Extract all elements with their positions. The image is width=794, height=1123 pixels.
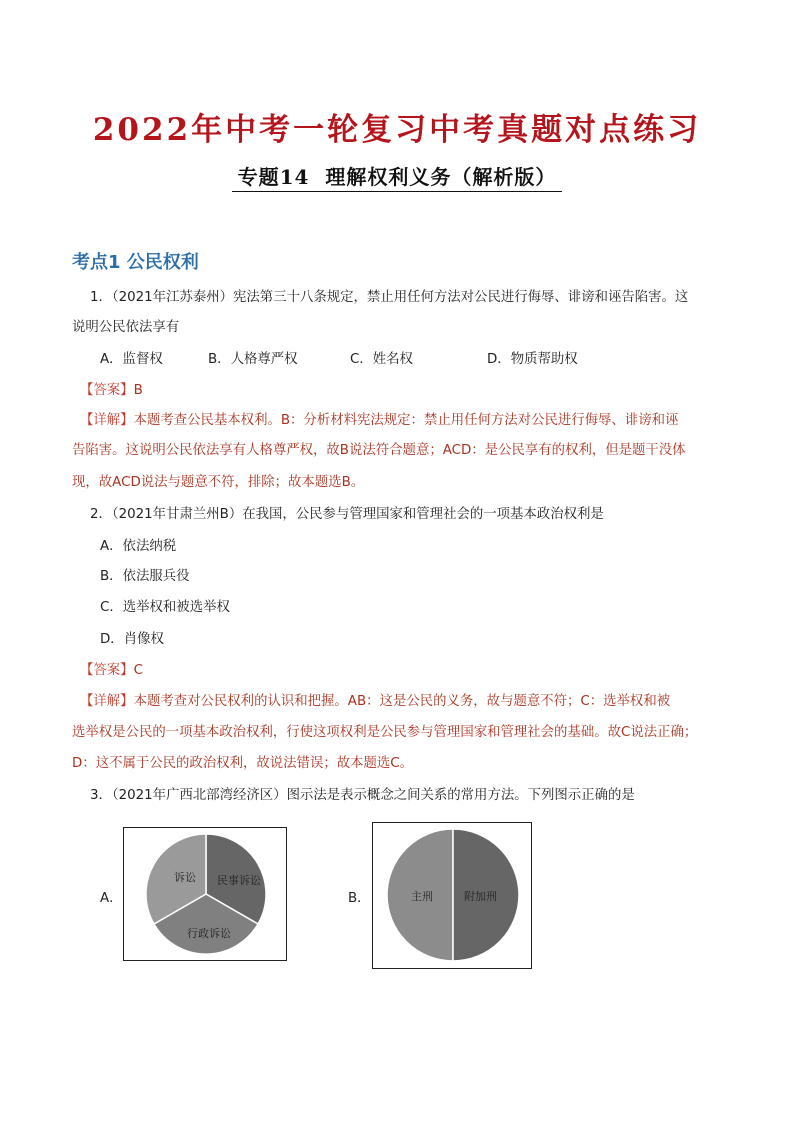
q1-option-c: C．姓名权 <box>350 352 413 367</box>
q3-diagram-b <box>372 822 532 969</box>
q2-answer <box>80 661 143 681</box>
q3-diagram-a <box>123 827 287 961</box>
pie-label-principal: 主刑 <box>411 890 433 903</box>
section-heading: 考点1 公民权利 <box>72 252 199 273</box>
answer-tag: 【答案】 <box>80 383 134 398</box>
answer-value: B <box>133 383 143 398</box>
q1-stem-line1: 1．（2021年江苏泰州）宪法第三十八条规定，禁止用任何方法对公民进行侮辱、诽谤和诬告陷害。这 <box>90 290 689 305</box>
q3-diagram-b-letter: B． <box>348 891 371 906</box>
q2-detail-line1 <box>80 692 670 712</box>
pie-label-litigation: 诉讼 <box>174 871 196 884</box>
q2-detail-line2: 选举权是公民的一项基本政治权利，行使这项权利是公民参与管理国家和管理社会的基础。故C说法正确； <box>72 725 698 740</box>
q1-detail-line3: 现，故ACD说法与题意不符，排除；故本题选B。 <box>72 475 365 490</box>
q1-option-a: A．监督权 <box>100 352 163 367</box>
detail-text: 本题考查对公民权利的认识和把握。AB：这是公民的义务，故与题意不符；C：选举权和被 <box>133 694 671 709</box>
detail-tag: 【详解】 <box>80 694 134 709</box>
detail-tag: 【详解】 <box>80 413 134 428</box>
q1-detail-line1 <box>80 411 678 431</box>
page-title: 2022年中考一轮复习中考真题对点练习 <box>92 112 702 148</box>
answer-value: C <box>133 663 143 678</box>
q2-option-d: D．肖像权 <box>100 632 164 647</box>
diagram-b-pie <box>373 823 531 968</box>
detail-text: 本题考查公民基本权利。B：分析材料宪法规定：禁止用任何方法对公民进行侮辱、诽谤和诬 <box>133 413 679 428</box>
q2-option-a: A．依法纳税 <box>100 539 177 554</box>
q2-detail-line3: D：这不属于公民的政治权利，故说法错误；故本题选C。 <box>72 756 414 771</box>
q2-option-c: C．选举权和被选举权 <box>100 600 230 615</box>
answer-tag: 【答案】 <box>80 663 134 678</box>
q1-option-d: D．物质帮助权 <box>487 352 578 367</box>
q1-detail-line2: 告陷害。这说明公民依法享有人格尊严权，故B说法符合题意；ACD：是公民享有的权利，但是题干没体 <box>72 443 686 458</box>
page-subtitle: 专题14 理解权利义务（解析版） <box>232 161 563 192</box>
q2-option-b: B．依法服兵役 <box>100 569 190 584</box>
q1-option-b: B．人格尊严权 <box>208 352 298 367</box>
diagram-a-pie <box>124 828 286 960</box>
pie-label-administrative: 行政诉讼 <box>187 927 231 940</box>
q2-stem: 2．（2021年甘肃兰州B）在我国，公民参与管理国家和管理社会的一项基本政治权利是 <box>90 507 604 522</box>
q1-answer <box>80 381 143 401</box>
pie-label-civil: 民事诉讼 <box>217 874 261 887</box>
q3-diagram-a-letter: A． <box>100 891 123 906</box>
q3-stem: 3．（2021年广西北部湾经济区）图示法是表示概念之间关系的常用方法。下列图示正确的是 <box>90 788 635 803</box>
q1-stem-line2: 说明公民依法享有 <box>72 320 180 335</box>
pie-label-supplementary: 附加刑 <box>464 890 497 903</box>
